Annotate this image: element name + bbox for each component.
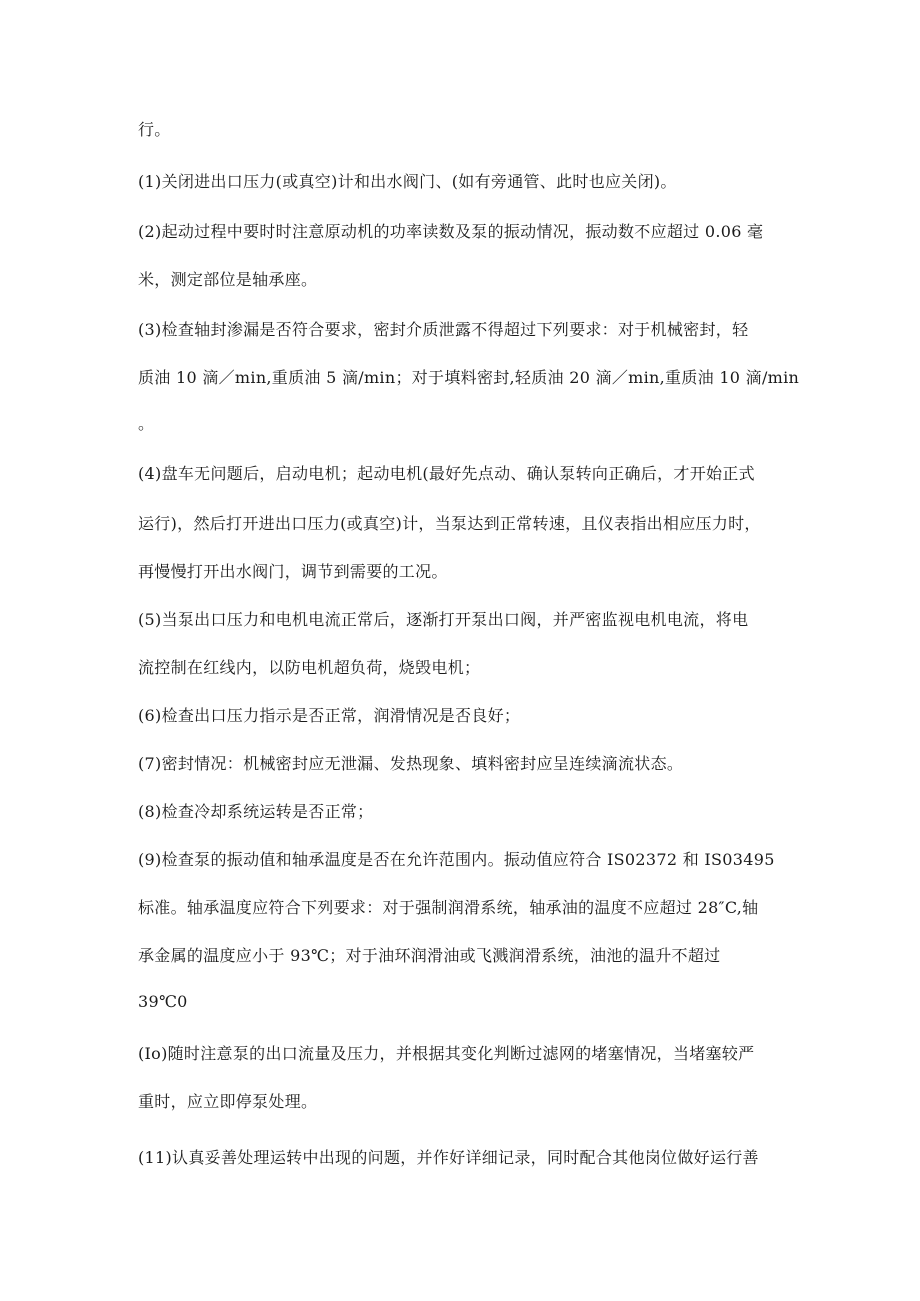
text-line: (8)检查冷却系统运转是否正常； bbox=[138, 802, 374, 821]
text-line: 39℃0 bbox=[138, 992, 188, 1011]
text-line: (6)检查出口压力指示是否正常，润滑情况是否良好； bbox=[138, 706, 521, 725]
text-line: 质油 10 滴／min,重质油 5 滴/min；对于填料密封,轻质油 20 滴／min,重质油 10 滴/min bbox=[138, 368, 800, 387]
text-line: 。 bbox=[138, 414, 155, 433]
text-line: (9)检查泵的振动值和轴承温度是否在允许范围内。振动值应符合 IS02372 和 IS03495 bbox=[138, 850, 775, 869]
text-line: 重时，应立即停泵处理。 bbox=[138, 1092, 318, 1111]
text-line: (1)关闭进出口压力(或真空)计和出水阀门、(如有旁通管、此时也应关闭)。 bbox=[138, 172, 677, 191]
text-line: (2)起动过程中要时时注意原动机的功率读数及泵的振动情况，振动数不应超过 0.06 毫 bbox=[138, 222, 764, 241]
text-line: (7)密封情况：机械密封应无泄漏、发热现象、填料密封应呈连续滴流状态。 bbox=[138, 754, 684, 773]
text-line: (Io)随时注意泵的出口流量及压力，并根据其变化判断过滤网的堵塞情况，当堵塞较严 bbox=[138, 1044, 755, 1063]
text-line: (5)当泵出口压力和电机电流正常后，逐渐打开泵出口阀，并严密监视电机电流，将电 bbox=[138, 610, 749, 629]
text-line: 承金属的温度应小于 93℃；对于油环润滑油或飞溅润滑系统，油池的温升不超过 bbox=[138, 946, 721, 965]
text-line: 米，测定部位是轴承座。 bbox=[138, 270, 318, 289]
text-line: 运行)，然后打开进出口压力(或真空)计，当泵达到正常转速，且仪表指出相应压力时， bbox=[138, 514, 761, 533]
text-line: 标准。轴承温度应符合下列要求：对于强制润滑系统，轴承油的温度不应超过 28″C,轴 bbox=[138, 898, 759, 917]
text-line: (4)盘车无问题后，启动电机；起动电机(最好先点动、确认泵转向正确后，才开始正式 bbox=[138, 464, 755, 483]
text-line: 流控制在红线内，以防电机超负荷，烧毁电机； bbox=[138, 658, 481, 677]
text-line: 行。 bbox=[138, 120, 171, 139]
text-line: (3)检查轴封渗漏是否符合要求，密封介质泄露不得超过下列要求：对于机械密封，轻 bbox=[138, 320, 749, 339]
text-line: (11)认真妥善处理运转中出现的问题，并作好详细记录，同时配合其他岗位做好运行善 bbox=[138, 1148, 759, 1167]
text-line: 再慢慢打开出水阀门，调节到需要的工况。 bbox=[138, 562, 448, 581]
